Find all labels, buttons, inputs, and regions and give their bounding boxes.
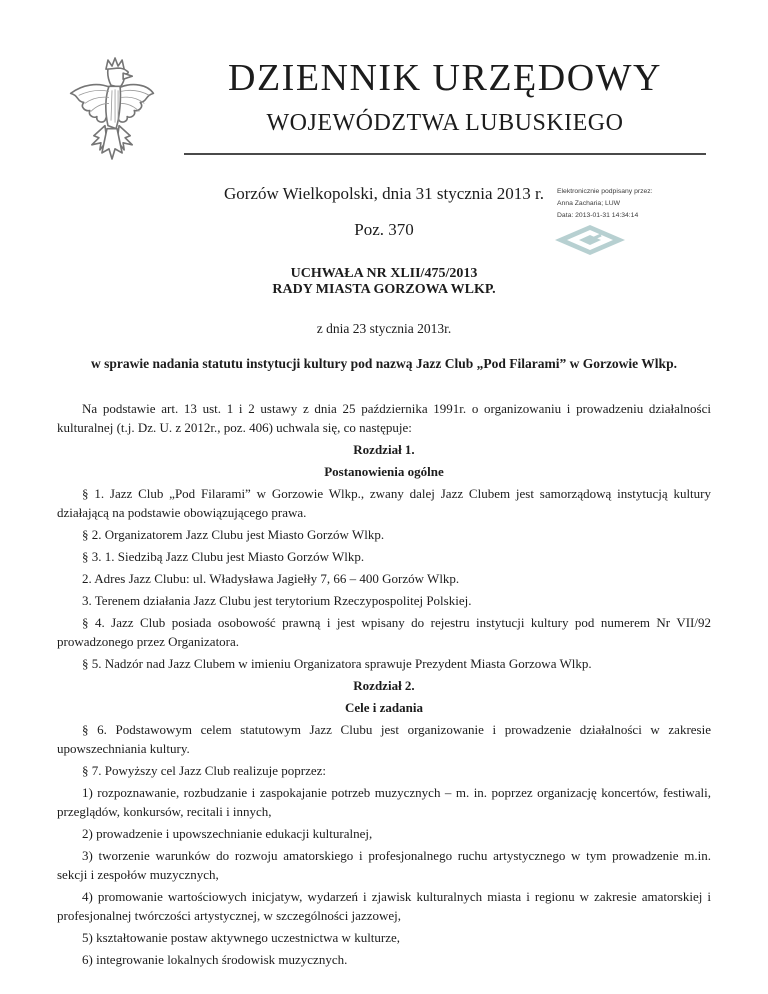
- signature-signer-name: Anna Zacharia; LUW: [557, 199, 621, 207]
- paragraph: 4) promowanie wartościowych inicjatyw, wydarzeń i zjawisk kulturalnych miasta i regionu w zakresie amatorskiej i profesjonalnej twórczości artystycznej, w szczególności jazzowej,: [57, 889, 711, 924]
- dateline: Gorzów Wielkopolski, dnia 31 stycznia 2013 r.: [223, 184, 545, 203]
- signature-date: Data: 2013-01-31 14:34:14: [557, 211, 639, 219]
- paragraph: 6) integrowanie lokalnych środowisk muzycznych.: [82, 952, 348, 968]
- polish-eagle-emblem-icon: [64, 56, 156, 162]
- paragraph: 2. Adres Jazz Clubu: ul. Władysława Jagiełły 7, 66 – 400 Gorzów Wlkp.: [82, 571, 460, 587]
- section-heading: Rozdział 2.: [353, 678, 415, 694]
- paragraph: § 6. Podstawowym celem statutowym Jazz Clubu jest organizowanie i prowadzenie działalności w zakresie upowszechniania kultury.: [57, 722, 711, 757]
- resolution-date: z dnia 23 stycznia 2013r.: [316, 321, 452, 337]
- paragraph: 2) prowadzenie i upowszechnianie edukacji kulturalnej,: [82, 826, 373, 842]
- masthead: [0, 0, 768, 162]
- resolution-subject: w sprawie nadania statutu instytucji kultury pod nazwą Jazz Club „Pod Filarami” w Gorzowie Wlkp.: [91, 356, 677, 372]
- document-body: [0, 399, 768, 969]
- paragraph: § 7. Powyższy cel Jazz Club realizuje poprzez:: [82, 763, 327, 779]
- paragraph: 3) tworzenie warunków do rozwoju amatorskiego i profesjonalnego ruchu artystycznego w tym prowadzenie m.in. sekcji i zespołów muzycznych,: [57, 848, 711, 883]
- resolution-authority: RADY MIASTA GORZOWA WLKP.: [272, 281, 496, 297]
- position-number: Poz. 370: [354, 220, 414, 239]
- paragraph: 1) rozpoznawanie, rozbudzanie i zaspokajanie potrzeb muzycznych – m. in. poprzez organizację koncertów, festiwali, przeglądów, konkursów, recitali i innych,: [57, 785, 711, 820]
- paragraph: 5) kształtowanie postaw aktywnego uczestnictwa w kulturze,: [82, 930, 401, 946]
- paragraph: § 5. Nadzór nad Jazz Clubem w imieniu Organizatora sprawuje Prezydent Miasta Gorzowa Wlkp.: [82, 656, 592, 672]
- section-heading: Rozdział 1.: [353, 442, 415, 458]
- paragraph: § 3. 1. Siedzibą Jazz Clubu jest Miasto Gorzów Wlkp.: [82, 549, 365, 565]
- paragraph: Na podstawie art. 13 ust. 1 i 2 ustawy z dnia 25 października 1991r. o organizowaniu i prowadzeniu działalności kulturalnej (t.j. Dz. U. z 2012r., poz. 406) uchwala się, co następuje:: [57, 401, 711, 436]
- signature-signed-by-label: Elektronicznie podpisany przez:: [557, 188, 653, 195]
- paragraph: § 2. Organizatorem Jazz Clubu jest Miasto Gorzów Wlkp.: [82, 527, 385, 543]
- paragraph: 3. Terenem działania Jazz Clubu jest terytorium Rzeczypospolitej Polskiej.: [82, 593, 472, 609]
- section-heading: Postanowienia ogólne: [324, 464, 444, 480]
- resolution-title: [0, 266, 768, 297]
- electronic-signature-stamp: [557, 186, 727, 256]
- paragraph: § 1. Jazz Club „Pod Filarami” w Gorzowie Wlkp., zwany dalej Jazz Clubem jest samorządową instytucją kultury działającą na podstawie obowiązującego prawa.: [57, 486, 711, 521]
- journal-subtitle: WOJEWÓDZTWA LUBUSKIEGO: [266, 109, 624, 136]
- journal-title: DZIENNIK URZĘDOWY: [228, 57, 662, 99]
- masthead-divider: [184, 153, 706, 155]
- masthead-text: [184, 56, 706, 155]
- paragraph: § 4. Jazz Club posiada osobowość prawną i jest wpisany do rejestru instytucji kultury pod numerem Nr VII/92 prowadzonego przez Organizatora.: [57, 615, 711, 650]
- signature-diamond-icon: [553, 224, 627, 256]
- section-heading: Cele i zadania: [345, 700, 423, 716]
- resolution-number: UCHWAŁA NR XLII/475/2013: [290, 266, 478, 281]
